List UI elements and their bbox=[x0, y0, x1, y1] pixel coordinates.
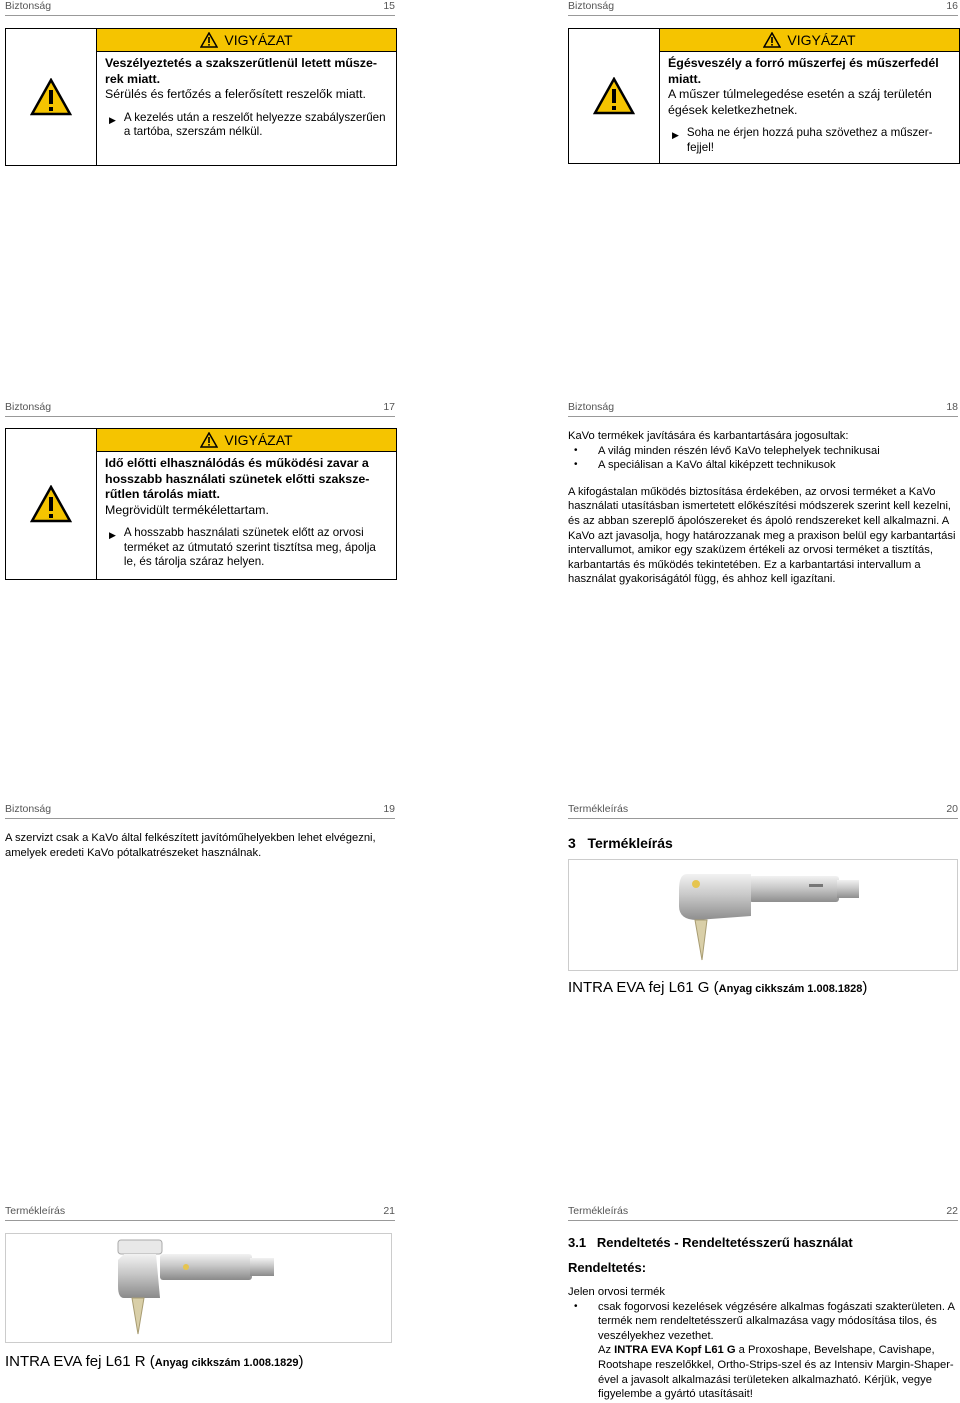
page-number: 16 bbox=[946, 0, 958, 12]
page-22 bbox=[568, 1205, 958, 1402]
section-title: Termékleírás bbox=[568, 803, 629, 815]
warning-icon-cell bbox=[6, 29, 97, 165]
page-16 bbox=[568, 0, 958, 154]
triangle-bullet-icon: ▶ bbox=[109, 530, 116, 540]
product-name: INTRA EVA Kopf L61 G bbox=[614, 1344, 736, 1357]
warning-triangle-icon bbox=[30, 485, 72, 523]
warning-box bbox=[568, 28, 960, 164]
consequence-text: A műszer túlmelegedése esetén a száj területén égések keletkezhetnek. bbox=[668, 87, 932, 117]
action-step-text: A hosszabb használati szünetek előtt az orvosi terméket az útmutató szerint tisztítsa meg, ápolja le, és tárolja száraz helyen. bbox=[123, 526, 376, 568]
service-text: A szervizt csak a KaVo által felkészített javítóműhelyekben lehet elvégezni, amelyek eredeti KaVo pótalkatrészeket használnak. bbox=[5, 832, 376, 859]
action-step-text: Soha ne érjen hozzá puha szövethez a műszerfejjel! bbox=[686, 126, 933, 154]
intro-text: Jelen orvosi termék bbox=[568, 1286, 665, 1298]
warning-icon-cell bbox=[6, 429, 97, 579]
warning-header-bar bbox=[97, 29, 396, 52]
hazard-text: Égésveszély a forró műszerfej és műszerfedél miatt. bbox=[668, 56, 939, 86]
page-19 bbox=[5, 803, 395, 860]
section-title: Termékleírás bbox=[568, 1205, 629, 1217]
page-header bbox=[568, 0, 958, 16]
intended-use-list bbox=[568, 1300, 958, 1344]
application-text: Az INTRA EVA Kopf L61 G a Proxoshape, Bevelshape, Cavishape, Rootshape reszelőkkel, Ortho-Strips-szel és az Intensiv Margin-Shaper-ével a javasolt alkalmazási területeken alkalmazható. Kérjük, vegye figyelembe a gyártó utasításait! bbox=[598, 1344, 954, 1401]
warning-title: VIGYÁZAT bbox=[224, 32, 293, 48]
warning-small-icon bbox=[200, 32, 218, 48]
section-title: Biztonság bbox=[5, 0, 52, 12]
page-header bbox=[568, 401, 958, 417]
intro-text: KaVo termékek javítására és karbantartására jogosultak: bbox=[568, 430, 849, 442]
section-heading-text: Rendeltetés - Rendeltetésszerű használat bbox=[596, 1235, 853, 1250]
page-number: 15 bbox=[383, 0, 395, 12]
consequence-text: Sérülés és fertőzés a felerősített reszelők miatt. bbox=[105, 87, 367, 101]
page-number: 19 bbox=[383, 803, 395, 815]
section-title: Biztonság bbox=[568, 0, 615, 12]
action-step bbox=[105, 111, 390, 140]
page-20 bbox=[568, 803, 958, 996]
warning-title: VIGYÁZAT bbox=[224, 432, 293, 448]
hazard-text: Idő előtti elhasználódás és működési zavar a hosszabb használati szünetek előtti szakszerűtlen tárolás miatt. bbox=[105, 456, 370, 501]
page-number: 21 bbox=[383, 1205, 395, 1217]
warning-triangle-icon bbox=[30, 78, 72, 116]
page-21 bbox=[5, 1205, 395, 1370]
hazard-text: Veszélyeztetés a szakszerűtlenül letett műszerek miatt. bbox=[105, 56, 378, 86]
triangle-bullet-icon: ▶ bbox=[672, 130, 679, 140]
warning-small-icon bbox=[200, 432, 218, 448]
list-item: • A speciálisan a KaVo által kiképzett technikusok bbox=[568, 458, 958, 473]
page-header bbox=[5, 401, 395, 417]
warning-box bbox=[5, 28, 397, 166]
product-caption: INTRA EVA fej L61 R (Anyag cikkszám 1.008.1829) bbox=[5, 1353, 304, 1370]
section-title: Biztonság bbox=[5, 803, 52, 815]
warning-header-bar bbox=[660, 29, 959, 52]
product-caption: INTRA EVA fej L61 G (Anyag cikkszám 1.008.1828) bbox=[568, 979, 868, 996]
list-item: • A világ minden részén lévő KaVo telephelyek technikusai bbox=[568, 444, 958, 459]
section-number: 3.1 bbox=[568, 1235, 587, 1250]
page-header bbox=[568, 1205, 958, 1221]
warning-header-bar bbox=[97, 429, 396, 452]
product-image-l61r bbox=[5, 1233, 392, 1343]
handpiece-head-image bbox=[6, 1234, 391, 1342]
section-title: Biztonság bbox=[5, 401, 52, 413]
action-step bbox=[668, 126, 953, 155]
maintenance-paragraph: A kifogástalan működés biztosítása érdekében, az orvosi terméket a KaVo használati utasításban ismertetett előkészítési módszerek szerint kell kezelni, és az abban szereplő ápolószereket és ápoló rendszereket kell alkalmazni. A KaVo azt javasolja, hogy határozzanak meg a praxison belül egy karbantartási intervallumot, amikor egy szaküzem értékeli az orvosi terméket a tisztítás, karbantartás és működés tekintetében. Ez a karbantartási intervallum a használat gyakoriságától függ, és ahhoz kell igazítani. bbox=[568, 485, 956, 586]
section-heading bbox=[568, 1235, 958, 1250]
page-header bbox=[5, 803, 395, 819]
page-header bbox=[5, 1205, 395, 1221]
chapter-title: Termékleírás bbox=[587, 835, 673, 851]
warning-box bbox=[5, 428, 397, 580]
triangle-bullet-icon: ▶ bbox=[109, 114, 116, 125]
warning-title: VIGYÁZAT bbox=[787, 32, 856, 48]
chapter-number: 3 bbox=[568, 835, 576, 851]
list-item: • csak fogorvosi kezelések végzésére alkalmas fogászati szakterületen. A termék nem rendeltetésszerű alkalmazása vagy módosítása tilos, és veszélyekhez vezethet. bbox=[568, 1300, 958, 1344]
article-number: Anyag cikkszám 1.008.1829 bbox=[154, 1357, 299, 1369]
consequence-text: Megrövidült termékélettartam. bbox=[105, 502, 269, 517]
warning-triangle-icon bbox=[593, 77, 635, 115]
page-number: 17 bbox=[383, 401, 395, 413]
warning-icon-cell bbox=[569, 29, 660, 163]
chapter-heading bbox=[568, 835, 958, 851]
product-image-l61g bbox=[568, 859, 958, 971]
subheading: Rendeltetés: bbox=[568, 1260, 647, 1275]
section-title: Biztonság bbox=[568, 401, 615, 413]
action-step bbox=[105, 526, 390, 570]
page-15 bbox=[5, 0, 395, 138]
page-number: 18 bbox=[946, 401, 958, 413]
authorized-list bbox=[568, 444, 958, 473]
warning-small-icon bbox=[763, 32, 781, 48]
article-number: Anyag cikkszám 1.008.1828 bbox=[718, 983, 863, 995]
page-18 bbox=[568, 401, 958, 587]
page-header bbox=[568, 803, 958, 819]
section-title: Termékleírás bbox=[5, 1205, 66, 1217]
handpiece-head-image bbox=[569, 860, 957, 970]
page-header bbox=[5, 0, 395, 16]
page-number: 22 bbox=[946, 1205, 958, 1217]
page-17 bbox=[5, 401, 395, 568]
action-step-text: A kezelés után a reszelőt helyezze szabályszerűen a tartóba, szerszám nélkül. bbox=[123, 110, 386, 138]
page-number: 20 bbox=[946, 803, 958, 815]
